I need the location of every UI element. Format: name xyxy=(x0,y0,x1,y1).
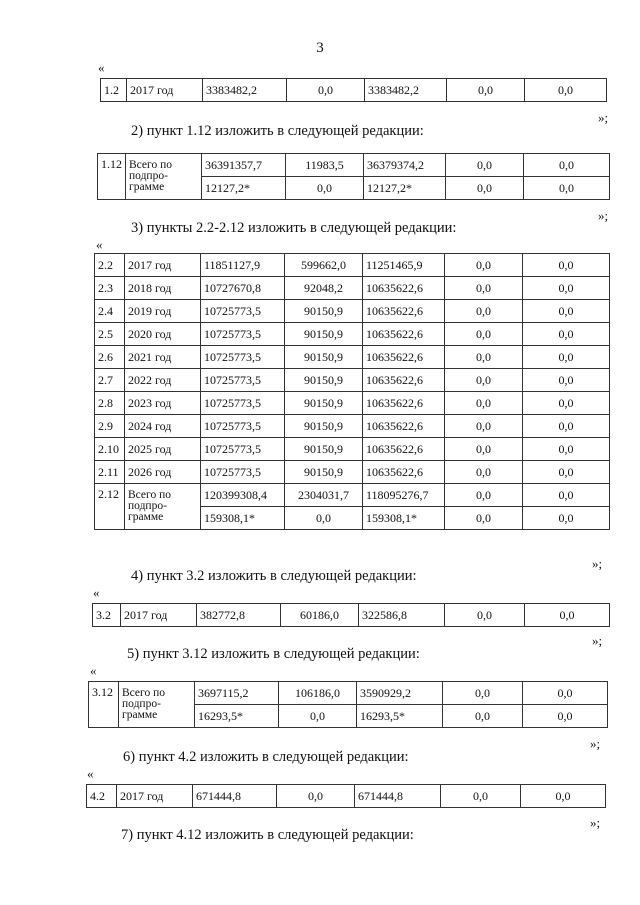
cell-federal: 90150,9 xyxy=(285,461,363,484)
cell-local: 0,0 xyxy=(445,300,523,323)
table-item-1-12 xyxy=(97,153,610,200)
cell-other: 0,0 xyxy=(523,438,610,461)
open-quote: « xyxy=(90,663,97,678)
table-row xyxy=(95,254,610,277)
cell-regional: 10635622,6 xyxy=(363,369,445,392)
row-index: 2.7 xyxy=(95,369,125,392)
row-year: 2017 год xyxy=(121,604,197,627)
cell-federal: 2304031,7 xyxy=(285,484,363,507)
cell-federal: 90150,9 xyxy=(285,392,363,415)
cell-other: 0,0 xyxy=(521,785,606,808)
page-number: 3 xyxy=(316,40,324,56)
cell-total: 10725773,5 xyxy=(201,415,285,438)
cell-regional: 11251465,9 xyxy=(363,254,445,277)
cell-local: 0,0 xyxy=(445,323,523,346)
row-year: 2026 год xyxy=(125,461,201,484)
cell-regional: 3383482,2 xyxy=(365,79,447,102)
cell-other: 0,0 xyxy=(523,682,608,705)
table-row xyxy=(95,461,610,484)
cell-other: 0,0 xyxy=(523,461,610,484)
cell-total: 10725773,5 xyxy=(201,323,285,346)
row-label: Всего по подпро-грамме xyxy=(125,484,201,530)
cell-total: 382772,8 xyxy=(197,604,281,627)
cell-local: 0,0 xyxy=(445,484,523,507)
row-label: Всего по подпро-грамме xyxy=(119,682,195,728)
open-quote: « xyxy=(98,60,105,75)
table-row xyxy=(95,277,610,300)
cell-other: 0,0 xyxy=(523,415,610,438)
row-index: 1.2 xyxy=(101,79,127,102)
paragraph-5: 5) пункт 3.12 изложить в следующей редакции: xyxy=(127,646,420,662)
table-row xyxy=(95,369,610,392)
table-row xyxy=(87,785,606,808)
cell-regional: 10635622,6 xyxy=(363,277,445,300)
cell-total: 10725773,5 xyxy=(201,300,285,323)
cell-other: 0,0 xyxy=(523,392,610,415)
row-index: 4.2 xyxy=(87,785,117,808)
cell-other: 0,0 xyxy=(524,154,610,177)
row-index: 2.2 xyxy=(95,254,125,277)
row-index: 2.12 xyxy=(95,484,125,530)
cell-regional: 10635622,6 xyxy=(363,323,445,346)
cell-local: 0,0 xyxy=(443,682,523,705)
cell-other: 0,0 xyxy=(523,346,610,369)
row-index: 3.12 xyxy=(89,682,119,728)
paragraph-4: 4) пункт 3.2 изложить в следующей редакции: xyxy=(131,568,417,584)
row-index: 2.11 xyxy=(95,461,125,484)
row-year: 2017 год xyxy=(127,79,203,102)
cell-regional: 671444,8 xyxy=(355,785,441,808)
cell-total: 10725773,5 xyxy=(201,438,285,461)
table-item-4-2 xyxy=(86,784,606,808)
row-index: 2.10 xyxy=(95,438,125,461)
row-year: 2023 год xyxy=(125,392,201,415)
close-quote: »; xyxy=(592,633,603,648)
table-row xyxy=(95,392,610,415)
cell-local: 0,0 xyxy=(445,346,523,369)
row-index: 2.3 xyxy=(95,277,125,300)
row-year: 2020 год xyxy=(125,323,201,346)
cell-other: 0,0 xyxy=(523,277,610,300)
cell-other: 0,0 xyxy=(524,177,610,200)
table-row xyxy=(95,415,610,438)
cell-local: 0,0 xyxy=(445,438,523,461)
paragraph-6: 6) пункт 4.2 изложить в следующей редакции: xyxy=(123,749,409,765)
cell-local: 0,0 xyxy=(445,254,523,277)
row-index: 2.6 xyxy=(95,346,125,369)
table-row xyxy=(95,346,610,369)
paragraph-2: 2) пункт 1.12 изложить в следующей редакции: xyxy=(131,123,424,139)
cell-other: 0,0 xyxy=(523,705,608,728)
close-quote: »; xyxy=(590,815,601,830)
close-quote: »; xyxy=(598,110,609,125)
close-quote: »; xyxy=(598,208,609,223)
cell-regional: 10635622,6 xyxy=(363,300,445,323)
cell-other: 0,0 xyxy=(523,484,610,507)
cell-total: 36391357,7 xyxy=(202,154,286,177)
cell-federal: 0,0 xyxy=(285,507,363,530)
cell-regional: 10635622,6 xyxy=(363,392,445,415)
paragraph-7: 7) пункт 4.12 изложить в следующей редакции: xyxy=(121,827,414,843)
cell-federal: 90150,9 xyxy=(285,346,363,369)
row-year: 2019 год xyxy=(125,300,201,323)
cell-regional: 10635622,6 xyxy=(363,415,445,438)
cell-total: 3697115,2 xyxy=(195,682,279,705)
row-index: 1.12 xyxy=(98,154,126,200)
table-row xyxy=(95,484,610,507)
cell-local: 0,0 xyxy=(445,392,523,415)
cell-federal: 92048,2 xyxy=(285,277,363,300)
paragraph-3: 3) пункты 2.2-2.12 изложить в следующей редакции: xyxy=(131,220,457,236)
row-index: 2.5 xyxy=(95,323,125,346)
cell-federal: 0,0 xyxy=(279,705,357,728)
cell-local: 0,0 xyxy=(447,79,525,102)
cell-total: 10725773,5 xyxy=(201,392,285,415)
cell-other: 0,0 xyxy=(523,323,610,346)
row-index: 2.9 xyxy=(95,415,125,438)
cell-local: 0,0 xyxy=(445,369,523,392)
cell-other: 0,0 xyxy=(523,254,610,277)
cell-local: 0,0 xyxy=(445,277,523,300)
cell-regional: 118095276,7 xyxy=(363,484,445,507)
cell-total: 671444,8 xyxy=(193,785,277,808)
cell-federal: 0,0 xyxy=(277,785,355,808)
cell-federal: 90150,9 xyxy=(285,369,363,392)
table-row xyxy=(89,682,608,705)
cell-local: 0,0 xyxy=(445,507,523,530)
cell-regional: 159308,1* xyxy=(363,507,445,530)
cell-total: 10725773,5 xyxy=(201,346,285,369)
row-index: 2.4 xyxy=(95,300,125,323)
cell-other: 0,0 xyxy=(525,604,610,627)
table-row xyxy=(93,604,610,627)
cell-total: 159308,1* xyxy=(201,507,285,530)
cell-local: 0,0 xyxy=(441,785,521,808)
cell-federal: 0,0 xyxy=(286,177,364,200)
cell-regional: 322586,8 xyxy=(359,604,445,627)
table-items-2-2-to-2-12 xyxy=(94,253,610,530)
cell-federal: 11983,5 xyxy=(286,154,364,177)
table-item-3-12 xyxy=(88,681,608,728)
table-row xyxy=(95,323,610,346)
row-year: 2022 год xyxy=(125,369,201,392)
cell-regional: 10635622,6 xyxy=(363,438,445,461)
cell-total: 12127,2* xyxy=(202,177,286,200)
cell-total: 11851127,9 xyxy=(201,254,285,277)
table-row xyxy=(95,438,610,461)
open-quote: « xyxy=(87,766,94,781)
cell-regional: 12127,2* xyxy=(364,177,446,200)
cell-other: 0,0 xyxy=(523,300,610,323)
cell-other: 0,0 xyxy=(523,507,610,530)
cell-other: 0,0 xyxy=(525,79,607,102)
open-quote: « xyxy=(93,585,100,600)
table-item-3-2 xyxy=(92,603,610,627)
table-row xyxy=(101,79,607,102)
cell-regional: 16293,5* xyxy=(357,705,443,728)
cell-local: 0,0 xyxy=(445,461,523,484)
cell-total: 3383482,2 xyxy=(203,79,287,102)
cell-total: 10725773,5 xyxy=(201,369,285,392)
cell-federal: 0,0 xyxy=(287,79,365,102)
cell-local: 0,0 xyxy=(445,415,523,438)
cell-federal: 106186,0 xyxy=(279,682,357,705)
cell-total: 16293,5* xyxy=(195,705,279,728)
row-index: 2.8 xyxy=(95,392,125,415)
close-quote: »; xyxy=(590,736,601,751)
table-item-1-2 xyxy=(100,78,607,102)
cell-total: 10727670,8 xyxy=(201,277,285,300)
cell-federal: 60186,0 xyxy=(281,604,359,627)
row-year: 2025 год xyxy=(125,438,201,461)
cell-regional: 10635622,6 xyxy=(363,346,445,369)
cell-federal: 90150,9 xyxy=(285,300,363,323)
cell-total: 10725773,5 xyxy=(201,461,285,484)
cell-federal: 90150,9 xyxy=(285,438,363,461)
row-label: Всего по подпро-грамме xyxy=(126,154,202,200)
row-year: 2017 год xyxy=(117,785,193,808)
row-year: 2021 год xyxy=(125,346,201,369)
cell-local: 0,0 xyxy=(446,154,524,177)
cell-federal: 90150,9 xyxy=(285,323,363,346)
row-year: 2017 год xyxy=(125,254,201,277)
cell-local: 0,0 xyxy=(446,177,524,200)
cell-regional: 3590929,2 xyxy=(357,682,443,705)
cell-other: 0,0 xyxy=(523,369,610,392)
close-quote: »; xyxy=(592,556,603,571)
cell-regional: 10635622,6 xyxy=(363,461,445,484)
cell-federal: 599662,0 xyxy=(285,254,363,277)
table-row xyxy=(98,154,610,177)
table-row xyxy=(95,300,610,323)
row-index: 3.2 xyxy=(93,604,121,627)
cell-local: 0,0 xyxy=(443,705,523,728)
open-quote: « xyxy=(96,237,103,252)
row-year: 2018 год xyxy=(125,277,201,300)
cell-total: 120399308,4 xyxy=(201,484,285,507)
cell-federal: 90150,9 xyxy=(285,415,363,438)
cell-regional: 36379374,2 xyxy=(364,154,446,177)
row-year: 2024 год xyxy=(125,415,201,438)
cell-local: 0,0 xyxy=(445,604,525,627)
